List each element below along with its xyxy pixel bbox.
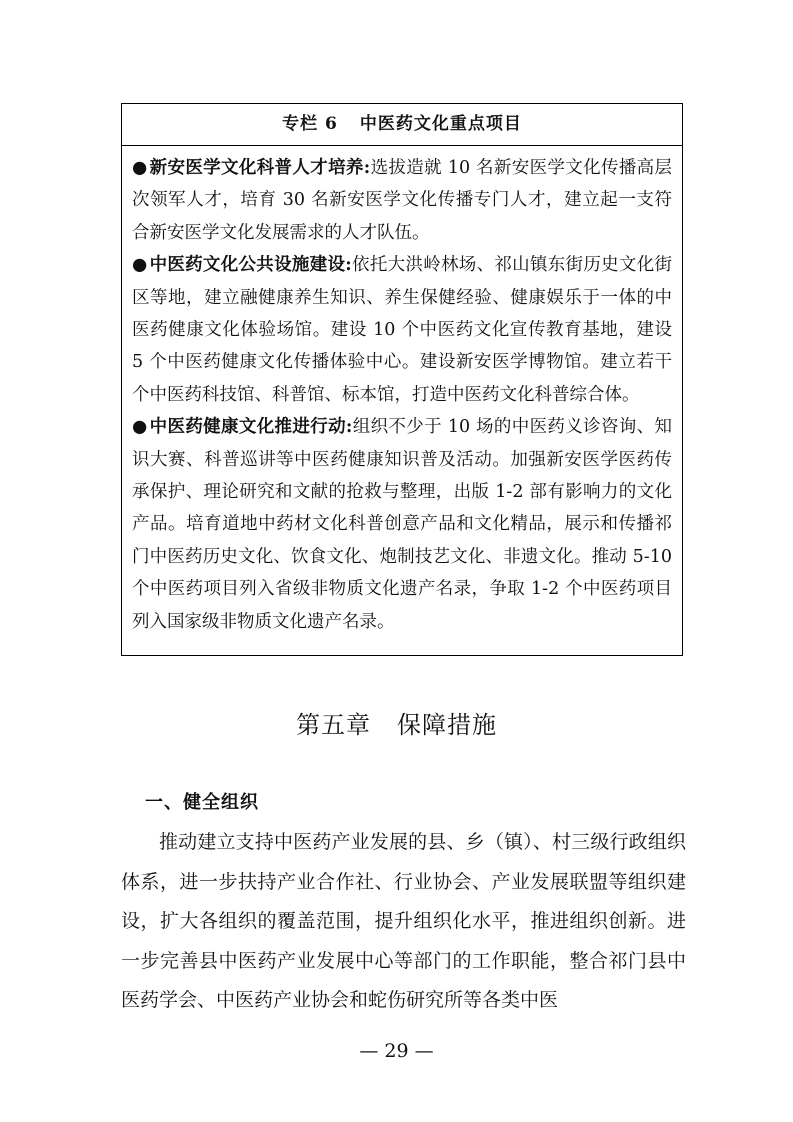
bullet-icon: ● [132, 255, 148, 276]
item-text: 组织不少于 10 场的中医药义诊咨询、知识大赛、科普巡讲等中医药健康知识普及活动。加强新安医学医药传承保护、理论研究和文献的抢救与整理，出版 1-2 部有影响力的文化产品。培育道地中药材文化科普创意产品和文化精品，展示和传播祁门中医药历史文化、饮食文化、炮制技艺文化、非遗文化。推动 5-10 个中医药项目列入省级非物质文化遗产名录，争取 1-2 个中医药项目列入国家级非物质文化遗产名录。 [132, 417, 672, 632]
item-text: 依托大洪岭林场、祁山镇东街历史文化街区等地，建立融健康养生知识、养生保健经验、健康娱乐于一体的中医药健康文化体验场馆。建设 10 个中医药文化宣传教育基地，建设 5 个中医药健康文化传播体验中心。建设新安医学博物馆。建立若干个中医药科技馆、科普馆、标本馆，打造中医药文化科普综合体。 [132, 255, 672, 405]
column-body [122, 146, 682, 638]
item-text: 选拔造就 10 名新安医学文化传播高层次领军人才，培育 30 名新安医学文化传播专门人才，建立起一支符合新安医学文化发展需求的人才队伍。 [132, 158, 672, 243]
column-label: 专栏 6 [282, 114, 338, 134]
column-heading: 中医药文化重点项目 [359, 114, 522, 134]
column-item-facilities [132, 249, 672, 411]
item-heading: 中医药健康文化推进行动: [149, 417, 353, 438]
bullet-icon: ● [132, 158, 148, 178]
feature-column-box [121, 103, 683, 656]
section-heading: 一、健全组织 [145, 792, 259, 813]
chapter-heading [0, 705, 793, 740]
chapter-title: 保障措施 [397, 711, 497, 739]
bullet-icon: ● [132, 417, 148, 438]
body-paragraph: 推动建立支持中医药产业发展的县、乡（镇）、村三级行政组织体系，进一步扶持产业合作社、行业协会、产业发展联盟等组织建设，扩大各组织的覆盖范围，提升组织化水平，推进组织创新。进一步完善县中医药产业发展中心等部门的工作职能，整合祁门县中医药学会、中医药产业协会和蛇伤研究所等各类中医 [121, 831, 686, 1011]
page-number: — 29 — [359, 1040, 434, 1062]
chapter-number: 第五章 [296, 711, 371, 739]
item-heading: 中医药文化公共设施建设: [149, 255, 352, 276]
column-item-talent [132, 152, 672, 249]
item-heading: 新安医学文化科普人才培养: [149, 158, 371, 178]
column-item-promotion [132, 411, 672, 638]
column-title [122, 104, 682, 146]
